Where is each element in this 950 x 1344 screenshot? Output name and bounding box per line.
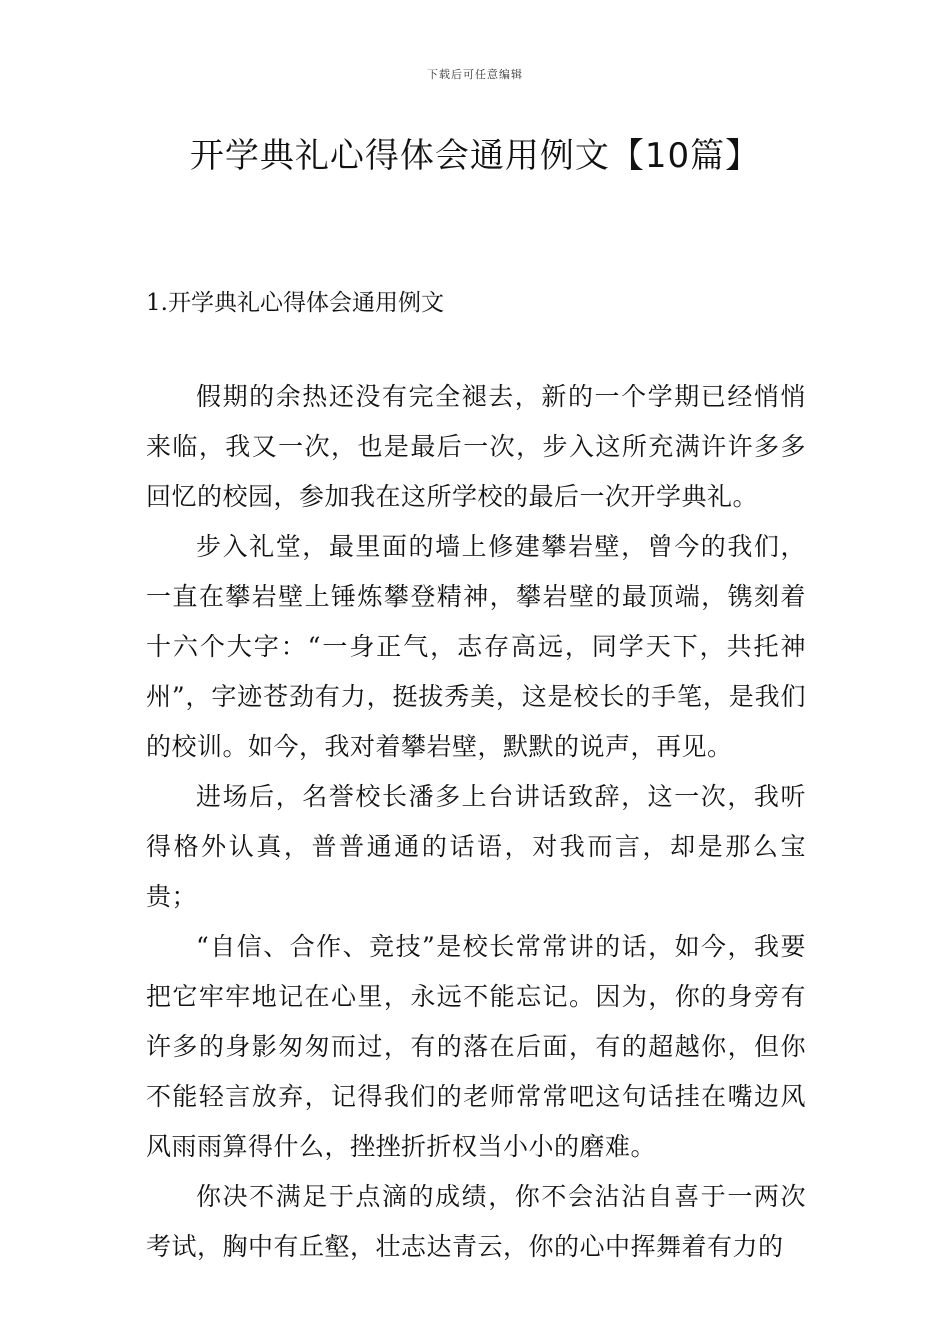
paragraph-2: 步入礼堂，最里面的墙上修建攀岩壁，曾今的我们，一直在攀岩壁上锤炼攀登精神，攀岩壁的最顶端，镌刻着十六个大字：“一身正气，志存高远，同学天下，共托神州”，字迹苍劲有力，挺拔秀美，这是校长的手笔，是我们的校训。如今，我对着攀岩壁，默默的说声，再见。	[146, 532, 806, 761]
header-note: 下载后可任意编辑	[427, 68, 523, 81]
paragraph-1: 假期的余热还没有完全褪去，新的一个学期已经悄悄来临，我又一次，也是最后一次，步入这所充满许许多多回忆的校园，参加我在这所学校的最后一次开学典礼。	[146, 382, 806, 511]
paragraph-3: 进场后，名誉校长潘多上台讲话致辞，这一次，我听得格外认真，普普通通的话语，对我而言，却是那么宝贵；	[146, 782, 806, 911]
body-text	[146, 372, 806, 1272]
paragraph-4: “自信、合作、竞技”是校长常常讲的话，如今，我要把它牢牢地记在心里，永远不能忘记。因为，你的身旁有许多的身影匆匆而过，有的落在后面，有的超越你，但你不能轻言放弃，记得我们的老师常常吧这句话挂在嘴边风风雨雨算得什么，挫挫折折权当小小的磨难。	[146, 932, 806, 1161]
paragraph-5: 你决不满足于点滴的成绩，你不会沾沾自喜于一两次考试，胸中有丘壑，壮志达青云，你的心中挥舞着有力的	[146, 1182, 806, 1261]
section-heading: 1.开学典礼心得体会通用例文	[146, 290, 444, 316]
document-title: 开学典礼心得体会通用例文【10篇】	[189, 136, 761, 176]
